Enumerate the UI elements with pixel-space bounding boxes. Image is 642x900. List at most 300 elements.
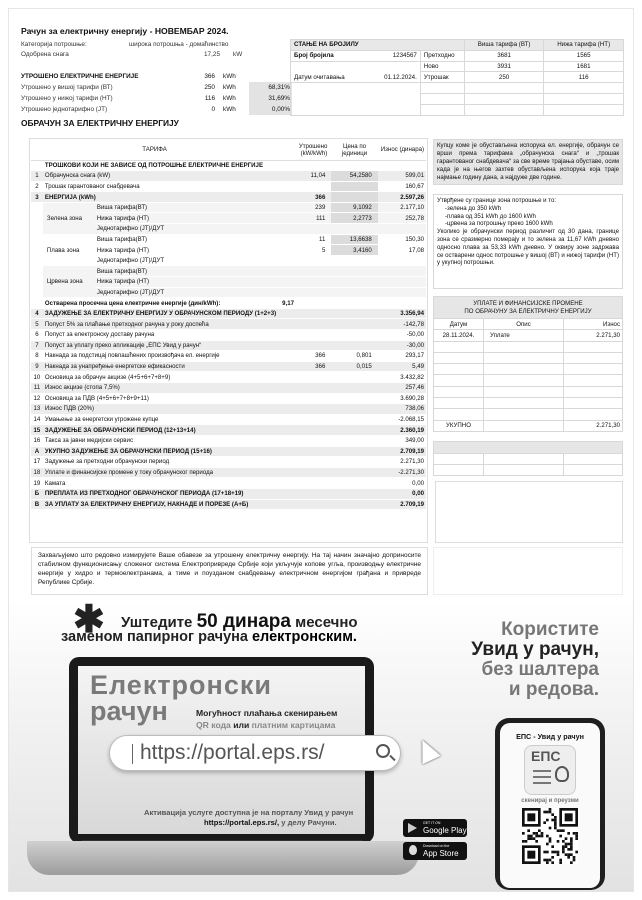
row-used bbox=[278, 393, 331, 404]
consumption-nt-unit: kWh bbox=[223, 95, 236, 102]
zone-tariff: Виша тарифа(ВТ) bbox=[95, 234, 278, 245]
row-used bbox=[278, 446, 331, 457]
consumption-vt-value: 250 bbox=[204, 84, 215, 91]
meter-col-vt: Виша тарифа (ВТ) bbox=[464, 40, 544, 51]
qr-module bbox=[549, 808, 552, 811]
row-price bbox=[331, 478, 377, 489]
zone-row bbox=[31, 266, 426, 277]
qr-module bbox=[573, 832, 576, 835]
qr-module bbox=[535, 832, 538, 835]
row-price bbox=[331, 330, 377, 341]
ebill-title-1: Електронски bbox=[90, 670, 272, 700]
qr-module bbox=[543, 821, 546, 824]
qr-module bbox=[554, 827, 557, 830]
activation-url[interactable]: https://portal.eps.rs/, bbox=[204, 818, 280, 827]
zone-used bbox=[278, 224, 331, 235]
col-used: Утрошено (kW/kWh) bbox=[278, 140, 331, 160]
qr-module bbox=[575, 837, 578, 840]
row-price bbox=[331, 372, 377, 383]
row-amount: 2.597,26 bbox=[378, 192, 426, 203]
qr-module bbox=[559, 861, 562, 864]
qr-module bbox=[549, 811, 552, 814]
row-number: 14 bbox=[31, 414, 43, 425]
google-play-badge[interactable] bbox=[403, 819, 467, 837]
zone-price bbox=[331, 266, 377, 277]
row-price bbox=[331, 435, 377, 446]
qr-module bbox=[551, 845, 554, 848]
avg-price-value: 9,17 bbox=[278, 298, 331, 309]
qr-module bbox=[538, 829, 541, 832]
fixed-costs-title: ТРОШКОВИ КОЈИ НЕ ЗАВИСЕ ОД ПОТРОШЊЕ ЕЛЕКТРИЧНЕ ЕНЕРГИЈЕ bbox=[43, 160, 426, 171]
qr-module bbox=[549, 827, 552, 830]
row-number: 12 bbox=[31, 393, 43, 404]
row-used bbox=[278, 425, 331, 436]
payments-col-date: Датум bbox=[434, 319, 484, 330]
qr-module bbox=[570, 853, 573, 856]
apple-icon bbox=[409, 845, 417, 855]
zones-note bbox=[433, 194, 623, 289]
meter-table bbox=[290, 39, 624, 116]
cards-text: платним картицама bbox=[251, 720, 336, 730]
row-amount: 160,67 bbox=[378, 181, 426, 192]
row-amount: -50,00 bbox=[378, 330, 426, 341]
row-price bbox=[331, 499, 377, 510]
zone-red: -црвена за потрошњу преко 1600 kWh bbox=[445, 220, 553, 228]
consumption-vt-label: Утрошено у вишој тарифи (ВТ) bbox=[21, 84, 113, 91]
payments-title-1: УПЛАТЕ И ФИНАНСИЈСКЕ ПРОМЕНЕ bbox=[473, 300, 583, 308]
invoice-title: Рачун за електричну енергију - НОВЕМБАР 2024. bbox=[21, 26, 229, 36]
ebill-title-2: рачун bbox=[90, 696, 168, 726]
zones-text: Уколико је обрачунски период различит од 30 дана, границе зона се сразмерно померају и то зелена за 11,67 kWh дневно односно плава за 53,33 kWh дневно. У оквиру зоне задржава се остварени однос потрошње у вишој (ВТ) и нижој тарифи (НТ) у укупној потрошњи. bbox=[437, 228, 619, 267]
table-row bbox=[31, 308, 426, 319]
zones-intro: Утврђене су границе зона потрошње и то: bbox=[437, 197, 557, 204]
qr-module bbox=[546, 811, 549, 814]
row-amount: -142,78 bbox=[378, 319, 426, 330]
qr-module bbox=[565, 843, 568, 846]
row-used bbox=[278, 478, 331, 489]
row-number: В bbox=[31, 499, 43, 510]
row-amount: 0,00 bbox=[378, 478, 426, 489]
qr-module bbox=[567, 848, 570, 851]
row-label: ЗА УПЛАТУ ЗА ЕЛЕКТРИЧНУ ЕНЕРГИЈУ, НАКНАДЕ И ПОРЕЗЕ (А+Б) bbox=[43, 499, 278, 510]
thanks-text: Захваљујемо што редовно измирујете Ваше обавезе за утрошену електричну енергију. На тај начин значајно доприносите стабилном функционисању сложеног система Електропривреде Србије који укључује копове угља, производњу електричне енергије у хидро и термоелектранама, а тиме и поузданом снабдевању електричном енергијом грађана и привреде Републике Србије. bbox=[31, 547, 428, 595]
qr-module bbox=[575, 851, 578, 854]
row-price bbox=[331, 340, 377, 351]
meter-col-nt: Нижа тарифа (НТ) bbox=[544, 40, 624, 51]
zone-amount: 2.177,10 bbox=[378, 202, 426, 213]
qr-code-icon[interactable] bbox=[522, 808, 578, 864]
promo-electronic: електронским. bbox=[251, 629, 357, 645]
qr-module bbox=[546, 859, 549, 862]
portal-url[interactable]: https://portal.eps.rs/ bbox=[140, 741, 325, 764]
qr-module bbox=[535, 835, 538, 838]
mouse-cursor-icon bbox=[413, 736, 440, 764]
phone-screen bbox=[500, 723, 600, 888]
zone-amount bbox=[378, 266, 426, 277]
row-number: 10 bbox=[31, 372, 43, 383]
table-row bbox=[31, 382, 426, 393]
zone-used: 5 bbox=[278, 245, 331, 256]
qr-module bbox=[549, 859, 552, 862]
row-number: 9 bbox=[31, 361, 43, 372]
table-row bbox=[31, 319, 426, 330]
billing-table bbox=[31, 140, 426, 510]
row-price bbox=[331, 488, 377, 499]
zone-price: 3,4160 bbox=[331, 245, 377, 256]
zone-name: Зелена зона bbox=[43, 202, 95, 234]
row-price bbox=[331, 308, 377, 319]
qr-module bbox=[543, 859, 546, 862]
row-number: 15 bbox=[31, 425, 43, 436]
category-value: широка потрошња - домаћинство bbox=[129, 41, 229, 48]
qr-module bbox=[562, 845, 565, 848]
consumption-jt-label: Утрошено једнотарифно (ЈТ) bbox=[21, 106, 108, 113]
row-amount: 2.360,19 bbox=[378, 425, 426, 436]
zone-amount bbox=[378, 287, 426, 298]
table-row bbox=[31, 488, 426, 499]
qr-module bbox=[562, 829, 565, 832]
ebill-subtitle-1: Могућност плаћања скенирањем bbox=[196, 708, 338, 718]
asterisk-icon: ✱ bbox=[73, 599, 105, 641]
consumption-vt-pct: 68,31% bbox=[268, 84, 290, 91]
row-label: Основица за ПДВ (4+5+6+7+8+9+11) bbox=[43, 393, 278, 404]
phone-image bbox=[495, 718, 605, 890]
zone-price: 2,2773 bbox=[331, 213, 377, 224]
row-label: Попуст за уплату преко апликације „ЕПС Увид у рачун“ bbox=[43, 340, 278, 351]
zone-name: Плава зона bbox=[43, 234, 95, 266]
suspension-note: Купцу коме је обустављена испорука ел. енергије, обрачун се врши према тарифама „обрачунска снага“ и „трошак гарантованог снабдевача“ за све време трајања обуставе, осим када је на његов захтев обустављена испорука која траје најмање годину дана, а најдуже две године. bbox=[433, 139, 623, 185]
row-used bbox=[278, 467, 331, 478]
row-used: 366 bbox=[278, 361, 331, 372]
zone-row bbox=[31, 234, 426, 245]
zone-used bbox=[278, 277, 331, 288]
qr-module bbox=[522, 840, 525, 843]
qr-module bbox=[575, 835, 578, 838]
qr-module bbox=[565, 845, 568, 848]
zone-price bbox=[331, 277, 377, 288]
zone-amount: 17,08 bbox=[378, 245, 426, 256]
zone-tariff: Једнотарифно (ЈТ)/ДУТ bbox=[95, 255, 278, 266]
table-row bbox=[31, 330, 426, 341]
qr-module bbox=[551, 851, 554, 854]
zone-price bbox=[331, 255, 377, 266]
row-amount: 3.690,28 bbox=[378, 393, 426, 404]
row-number: А bbox=[31, 446, 43, 457]
qr-module bbox=[527, 851, 535, 859]
qr-module bbox=[565, 837, 568, 840]
row-price bbox=[331, 393, 377, 404]
row-label: Износ акцизе (стопа 7,5%) bbox=[43, 382, 278, 393]
table-row bbox=[31, 171, 426, 182]
qr-module bbox=[530, 837, 533, 840]
row-amount: 5,49 bbox=[378, 361, 426, 372]
table-row bbox=[31, 404, 426, 415]
qr-module bbox=[557, 853, 560, 856]
qr-module bbox=[559, 829, 562, 832]
zone-blue: -плава од 351 kWh до 1600 kWh bbox=[445, 212, 536, 220]
promo-headline-2 bbox=[61, 629, 357, 645]
row-price bbox=[331, 404, 377, 415]
meter-number-label: Број бројила bbox=[291, 50, 366, 61]
row-used: 366 bbox=[278, 192, 331, 203]
qr-module bbox=[535, 840, 538, 843]
qr-module bbox=[575, 832, 578, 835]
table-row bbox=[31, 181, 426, 192]
qr-module bbox=[567, 853, 570, 856]
qr-module bbox=[570, 843, 573, 846]
col-amount: Износ (динара) bbox=[378, 140, 426, 160]
payment-date: 28.11.2024. bbox=[434, 330, 484, 341]
qr-module bbox=[570, 840, 573, 843]
row-price bbox=[331, 382, 377, 393]
payments-total: 2.271,30 bbox=[564, 420, 623, 431]
qr-module bbox=[546, 835, 549, 838]
row-price: 0,015 bbox=[331, 361, 377, 372]
qr-module bbox=[565, 813, 573, 821]
row-label: Камата bbox=[43, 478, 278, 489]
qr-module bbox=[549, 837, 552, 840]
payments-title-2: ПО ОБРАЧУНУ ЗА ЕЛЕКТРИЧНУ ЕНЕРГИЈУ bbox=[464, 307, 592, 315]
meter-row-label: Претходно bbox=[420, 50, 464, 61]
table-row bbox=[31, 361, 426, 372]
eps-logo: ЕПС bbox=[531, 748, 561, 764]
row-label: Попуст за електронску доставу рачуна bbox=[43, 330, 278, 341]
row-used bbox=[278, 319, 331, 330]
table-row bbox=[31, 393, 426, 404]
promo-replace: заменом папирног рачуна bbox=[61, 629, 248, 645]
col-tariff: ТАРИФА bbox=[31, 140, 278, 160]
google-play-small: GET IT ON bbox=[423, 821, 441, 825]
consumption-vt-unit: kWh bbox=[223, 84, 236, 91]
row-label: Умањење за енергетски угрожене купце bbox=[43, 414, 278, 425]
qr-module bbox=[533, 837, 536, 840]
table-row bbox=[31, 478, 426, 489]
avg-price-label: Остварена просечна цена електричне енергије (дин/kWh): bbox=[43, 298, 278, 309]
qr-module bbox=[559, 835, 562, 838]
row-amount: 2.709,19 bbox=[378, 499, 426, 510]
promo-right-1: Користите bbox=[501, 619, 599, 640]
qr-module bbox=[530, 835, 533, 838]
qr-module bbox=[562, 848, 565, 851]
row-used bbox=[278, 414, 331, 425]
row-used bbox=[278, 382, 331, 393]
qr-module bbox=[522, 832, 525, 835]
qr-module bbox=[546, 861, 549, 864]
row-amount: -2.068,15 bbox=[378, 414, 426, 425]
row-used bbox=[278, 435, 331, 446]
qr-module bbox=[567, 832, 570, 835]
row-used: 366 bbox=[278, 351, 331, 362]
activation-section: у делу Рачуни. bbox=[281, 818, 337, 827]
activation-text-1: Активација услуге доступна је на порталу Увид у рачун bbox=[144, 808, 354, 817]
zone-used bbox=[278, 287, 331, 298]
qr-module bbox=[527, 837, 530, 840]
or-text: или bbox=[233, 720, 250, 730]
ebill-subtitle-2 bbox=[196, 720, 335, 730]
qr-module bbox=[546, 851, 549, 854]
row-amount: 349,00 bbox=[378, 435, 426, 446]
qr-module bbox=[567, 843, 570, 846]
qr-module bbox=[533, 832, 536, 835]
qr-module bbox=[525, 840, 528, 843]
row-used bbox=[278, 308, 331, 319]
qr-module bbox=[570, 845, 573, 848]
table-row bbox=[31, 446, 426, 457]
row-label: Такса за јавни медијски сервис bbox=[43, 435, 278, 446]
lightbulb-icon bbox=[555, 766, 569, 782]
power-value: 17,25 bbox=[204, 51, 220, 58]
row-number: 17 bbox=[31, 457, 43, 468]
row-price bbox=[331, 457, 377, 468]
zone-price bbox=[331, 224, 377, 235]
row-price bbox=[331, 446, 377, 457]
row-number: 19 bbox=[31, 478, 43, 489]
payment-row bbox=[434, 330, 623, 341]
qr-module bbox=[573, 856, 576, 859]
qr-module bbox=[527, 829, 530, 832]
zone-amount bbox=[378, 255, 426, 266]
zone-tariff: Виша тарифа(ВТ) bbox=[95, 266, 278, 277]
payments-col-amount: Износ bbox=[564, 319, 623, 330]
promo-right-3: без шалтера bbox=[481, 659, 599, 680]
row-used bbox=[278, 488, 331, 499]
table-row bbox=[31, 414, 426, 425]
qr-module bbox=[557, 840, 560, 843]
zone-amount: 150,30 bbox=[378, 234, 426, 245]
row-price bbox=[331, 319, 377, 330]
doc-line bbox=[533, 776, 551, 778]
qr-module bbox=[559, 859, 562, 862]
qr-module bbox=[573, 859, 576, 862]
row-price: 0,801 bbox=[331, 351, 377, 362]
zone-tariff: Нижа тарифа (НТ) bbox=[95, 277, 278, 288]
app-store-label: App Store bbox=[423, 849, 459, 858]
qr-module bbox=[562, 840, 565, 843]
row-amount: 2.271,30 bbox=[378, 457, 426, 468]
qr-text: QR кода bbox=[196, 720, 231, 730]
row-label: Попуст 5% за плаћање претходног рачуна у року доспећа bbox=[43, 319, 278, 330]
category-label: Категорија потрошње: bbox=[21, 41, 87, 48]
table-row bbox=[31, 499, 426, 510]
row-amount: 293,17 bbox=[378, 351, 426, 362]
qr-module bbox=[543, 851, 546, 854]
meter-number: 1234567 bbox=[366, 50, 420, 61]
row-amount: -2.271,30 bbox=[378, 467, 426, 478]
qr-module bbox=[551, 861, 554, 864]
table-row bbox=[31, 435, 426, 446]
row-used bbox=[278, 499, 331, 510]
row-number: 16 bbox=[31, 435, 43, 446]
zone-tariff: Једнотарифно (ЈТ)/ДУТ bbox=[95, 287, 278, 298]
col-price: Цена по јединици bbox=[331, 140, 377, 160]
promo-amount: 50 динара bbox=[196, 611, 291, 632]
payment-amount: 2.271,30 bbox=[564, 330, 623, 341]
row-number: 18 bbox=[31, 467, 43, 478]
row-number: 5 bbox=[31, 319, 43, 330]
row-number: 3 bbox=[31, 192, 43, 203]
row-label: Накнада за подстицај повлашћених произвођача ел. енергије bbox=[43, 351, 278, 362]
promo-monthly: месечно bbox=[295, 614, 358, 631]
empty-table bbox=[433, 441, 623, 476]
zone-row bbox=[31, 202, 426, 213]
row-price: 54,2580 bbox=[331, 171, 377, 182]
invoice-page bbox=[8, 8, 634, 892]
payment-desc: Уплате bbox=[484, 330, 564, 341]
blank-box-2 bbox=[433, 547, 623, 595]
qr-module bbox=[551, 819, 554, 822]
qr-module bbox=[543, 811, 546, 814]
reading-date-label: Датум очитавања bbox=[291, 72, 366, 83]
qr-module bbox=[546, 819, 549, 822]
table-row bbox=[31, 340, 426, 351]
meter-used-nt: 116 bbox=[544, 72, 624, 83]
google-play-icon bbox=[408, 823, 417, 833]
table-row bbox=[31, 372, 426, 383]
billing-title: ОБРАЧУН ЗА ЕЛЕКТРИЧНУ ЕНЕРГИЈУ bbox=[21, 118, 179, 128]
payments-total-label: УКУПНО bbox=[434, 420, 484, 431]
row-amount: 738,06 bbox=[378, 404, 426, 415]
qr-module bbox=[567, 856, 570, 859]
row-amount: 257,46 bbox=[378, 382, 426, 393]
table-row bbox=[31, 192, 426, 203]
app-store-badge[interactable] bbox=[403, 842, 467, 860]
payments-table bbox=[433, 296, 623, 432]
row-label: Уплате и финансијске промене у току обрачунског периода bbox=[43, 467, 278, 478]
consumption-total: 366 bbox=[204, 73, 215, 80]
search-icon[interactable] bbox=[376, 744, 390, 758]
row-number: 2 bbox=[31, 181, 43, 192]
qr-module bbox=[527, 813, 535, 821]
meter-prev-nt: 1565 bbox=[544, 50, 624, 61]
table-row bbox=[31, 467, 426, 478]
qr-module bbox=[554, 821, 557, 824]
meter-title: СТАЊЕ НА БРОЈИЛУ bbox=[291, 40, 465, 51]
row-number: 8 bbox=[31, 351, 43, 362]
table-row bbox=[31, 351, 426, 362]
row-used bbox=[278, 457, 331, 468]
zone-tariff: Виша тарифа(ВТ) bbox=[95, 202, 278, 213]
zone-name: Црвена зона bbox=[43, 266, 95, 298]
text-caret bbox=[132, 744, 133, 764]
zone-amount bbox=[378, 224, 426, 235]
row-label: ЕНЕРГИЈА (kWh) bbox=[43, 192, 278, 203]
row-number: 1 bbox=[31, 171, 43, 182]
reading-date: 01.12.2024. bbox=[366, 72, 420, 83]
phone-title: ЕПС - Увид у рачун bbox=[516, 732, 584, 741]
zone-used: 11 bbox=[278, 234, 331, 245]
eps-app-icon bbox=[524, 745, 576, 795]
consumption-nt-pct: 31,69% bbox=[268, 95, 290, 102]
promo-banner bbox=[9, 601, 634, 892]
row-label: ЗАДУЖЕЊЕ ЗА ОБРАЧУНСКИ ПЕРИОД (12+13+14) bbox=[43, 425, 278, 436]
consumption-jt-value: 0 bbox=[211, 106, 215, 113]
row-label: Износ ПДВ (20%) bbox=[43, 404, 278, 415]
row-used bbox=[278, 372, 331, 383]
row-amount: 3.356,94 bbox=[378, 308, 426, 319]
payments-title bbox=[434, 297, 623, 319]
url-bar[interactable] bbox=[109, 735, 401, 771]
zone-tariff: Једнотарифно (ЈТ)/ДУТ bbox=[95, 224, 278, 235]
consumption-title: УТРОШЕНО ЕЛЕКТРИЧНЕ ЕНЕРГИЈЕ bbox=[21, 73, 139, 80]
qr-module bbox=[554, 851, 557, 854]
doc-line bbox=[533, 782, 551, 784]
row-amount: 599,01 bbox=[378, 171, 426, 182]
zone-used: 111 bbox=[278, 213, 331, 224]
google-play-label: Google Play bbox=[423, 826, 467, 835]
promo-right-2: Увид у рачун, bbox=[471, 639, 599, 660]
meter-used-vt: 250 bbox=[464, 72, 544, 83]
zone-price: 9,1092 bbox=[331, 202, 377, 213]
